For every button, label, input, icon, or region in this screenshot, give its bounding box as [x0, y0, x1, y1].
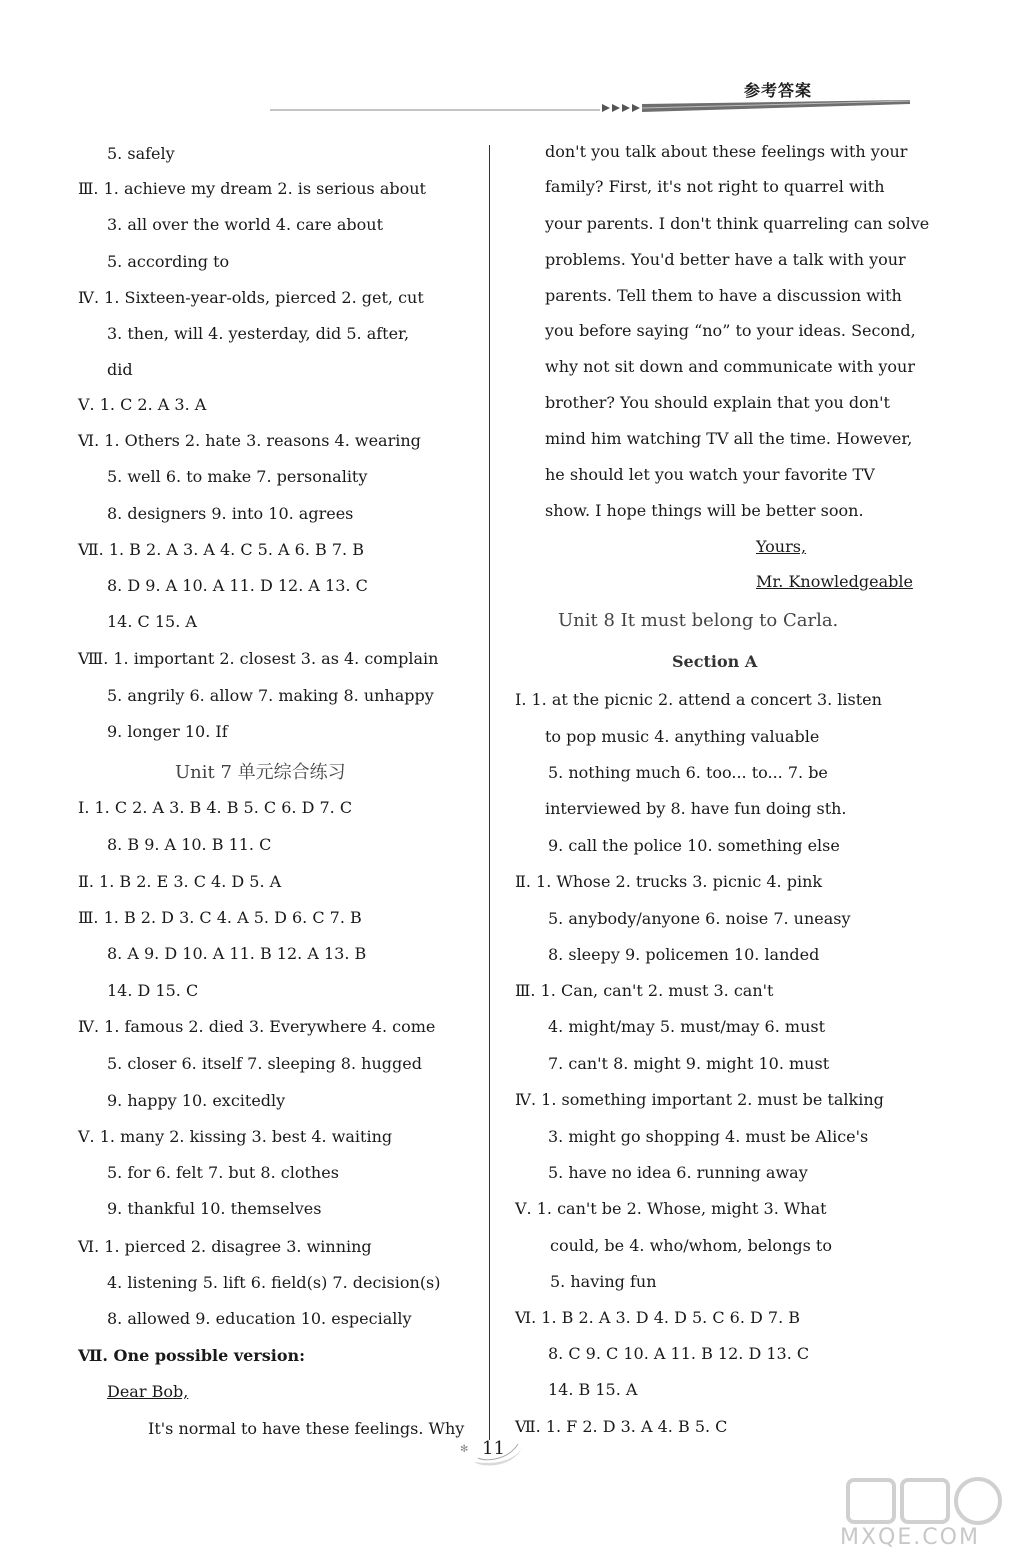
answer-line: Ⅵ. 1. pierced 2. disagree 3. winning [78, 1237, 372, 1256]
letter-line: problems. You'd better have a talk with your [545, 250, 906, 269]
answer-line: 8. D 9. A 10. A 11. D 12. A 13. C [107, 576, 368, 595]
letter-line: mind him watching TV all the time. However, [545, 429, 913, 448]
letter-line: why not sit down and communicate with your [545, 357, 915, 376]
answer-line: interviewed by 8. have fun doing sth. [545, 799, 847, 818]
answer-line: Ⅳ. 1. Sixteen-year-olds, pierced 2. get, cut [78, 288, 424, 307]
answer-line: 8. B 9. A 10. B 11. C [107, 835, 272, 854]
answer-line: 5. having fun [550, 1272, 657, 1291]
page-number: 11 [482, 1438, 505, 1459]
svg-text:✻: ✻ [460, 1444, 469, 1455]
answer-line: 4. might/may 5. must/may 6. must [548, 1017, 826, 1036]
letter-closing: Yours, [756, 537, 807, 556]
answer-line: 5. for 6. felt 7. but 8. clothes [107, 1163, 339, 1182]
answer-line: 9. thankful 10. themselves [107, 1199, 322, 1218]
answer-line: 5. closer 6. itself 7. sleeping 8. hugged [107, 1054, 422, 1073]
letter-signature: Mr. Knowledgeable [756, 572, 913, 591]
letter-line: brother? You should explain that you don't [545, 393, 890, 412]
answer-line: Ⅳ. 1. famous 2. died 3. Everywhere 4. come [78, 1017, 436, 1036]
answer-line: Ⅰ. 1. at the picnic 2. attend a concert 3. listen [515, 690, 882, 709]
answer-line: 5. anybody/anyone 6. noise 7. uneasy [548, 909, 851, 928]
answer-line: Ⅴ. 1. can't be 2. Whose, might 3. What [515, 1199, 827, 1218]
answer-line: Ⅴ. 1. many 2. kissing 3. best 4. waiting [78, 1127, 393, 1146]
answer-line: Ⅴ. 1. C 2. A 3. A [78, 395, 207, 414]
answer-line: 4. listening 5. lift 6. field(s) 7. decision(s) [107, 1273, 441, 1292]
unit-8-heading: Unit 8 It must belong to Carla. [558, 610, 839, 631]
watermark-text: MXQE.COM [840, 1525, 980, 1550]
section-a-heading: Section A [672, 652, 758, 671]
answer-line: 14. D 15. C [107, 981, 199, 1000]
answer-line: to pop music 4. anything valuable [545, 727, 820, 746]
letter-salutation: Dear Bob, [107, 1382, 189, 1401]
answer-line: 9. longer 10. If [107, 722, 228, 741]
answer-line: Ⅶ. One possible version: [78, 1346, 306, 1365]
letter-line: don't you talk about these feelings with your [545, 142, 908, 161]
answer-line: Ⅱ. 1. B 2. E 3. C 4. D 5. A [78, 872, 282, 891]
answer-line: 5. well 6. to make 7. personality [107, 467, 368, 486]
answer-line: Ⅲ. 1. B 2. D 3. C 4. A 5. D 6. C 7. B [78, 908, 362, 927]
answer-line: 8. C 9. C 10. A 11. B 12. D 13. C [548, 1344, 810, 1363]
answer-line: 3. all over the world 4. care about [107, 215, 383, 234]
header-decorative-rule [270, 98, 910, 116]
answer-line: 9. call the police 10. something else [548, 836, 840, 855]
answer-line: Ⅶ. 1. F 2. D 3. A 4. B 5. C [515, 1417, 728, 1436]
letter-line: he should let you watch your favorite TV [545, 465, 875, 484]
answer-line: Ⅶ. 1. B 2. A 3. A 4. C 5. A 6. B 7. B [78, 540, 364, 559]
answer-line: Ⅷ. 1. important 2. closest 3. as 4. complain [78, 649, 439, 668]
answer-line: 3. might go shopping 4. must be Alice's [548, 1127, 869, 1146]
answer-line: 5. angrily 6. allow 7. making 8. unhappy [107, 686, 434, 705]
watermark [840, 1470, 1010, 1560]
answer-line: 8. A 9. D 10. A 11. B 12. A 13. B [107, 944, 367, 963]
header-title: 参考答案 [744, 81, 813, 100]
letter-line: show. I hope things will be better soon. [545, 501, 864, 520]
answer-line: Ⅵ. 1. Others 2. hate 3. reasons 4. wearing [78, 431, 421, 450]
letter-line: your parents. I don't think quarreling can solve [545, 214, 930, 233]
answer-line: Ⅰ. 1. C 2. A 3. B 4. B 5. C 6. D 7. C [78, 798, 353, 817]
column-divider [489, 145, 490, 1440]
answer-line: did [107, 360, 133, 379]
unit-7-heading: Unit 7 单元综合练习 [175, 762, 346, 783]
letter-line: family? First, it's not right to quarrel with [545, 177, 885, 196]
letter-line: It's normal to have these feelings. Why [148, 1419, 465, 1438]
answer-line: Ⅲ. 1. Can, can't 2. must 3. can't [515, 981, 774, 1000]
answer-line: 9. happy 10. excitedly [107, 1091, 286, 1110]
answer-line: 3. then, will 4. yesterday, did 5. after, [107, 324, 410, 343]
answer-line: could, be 4. who/whom, belongs to [550, 1236, 832, 1255]
answer-line: 8. sleepy 9. policemen 10. landed [548, 945, 820, 964]
letter-line: you before saying “no” to your ideas. Second, [545, 321, 916, 340]
answer-line: 8. designers 9. into 10. agrees [107, 504, 354, 523]
answer-line: 5. have no idea 6. running away [548, 1163, 808, 1182]
answer-line: 5. safely [107, 144, 175, 163]
letter-line: parents. Tell them to have a discussion with [545, 286, 902, 305]
answer-line: Ⅱ. 1. Whose 2. trucks 3. picnic 4. pink [515, 872, 823, 891]
answer-line: 8. allowed 9. education 10. especially [107, 1309, 412, 1328]
answer-line: 5. according to [107, 252, 230, 271]
answer-line: 7. can't 8. might 9. might 10. must [548, 1054, 830, 1073]
answer-line: 14. C 15. A [107, 612, 197, 631]
answer-line: Ⅳ. 1. something important 2. must be talking [515, 1090, 884, 1109]
answer-line: 5. nothing much 6. too... to... 7. be [548, 763, 828, 782]
watermark-logo-icon [840, 1470, 1010, 1530]
answer-line: 14. B 15. A [548, 1380, 638, 1399]
answer-line: Ⅲ. 1. achieve my dream 2. is serious about [78, 179, 426, 198]
answer-line: Ⅵ. 1. B 2. A 3. D 4. D 5. C 6. D 7. B [515, 1308, 801, 1327]
page-number-badge [460, 1428, 528, 1468]
